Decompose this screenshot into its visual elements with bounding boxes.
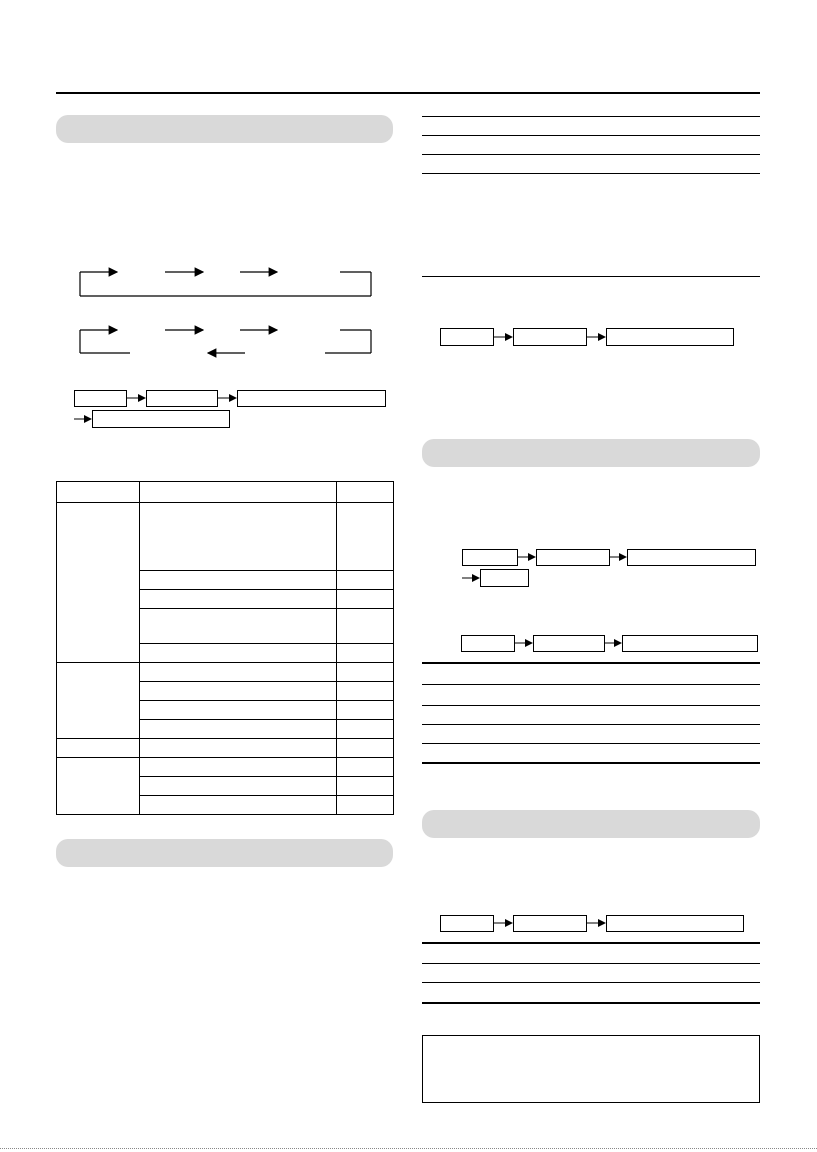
cycle-diagram-2 — [80, 330, 371, 353]
table-cell — [140, 720, 337, 739]
cycle-diagram-1 — [80, 272, 371, 296]
rule — [422, 743, 760, 744]
rule — [422, 154, 760, 155]
table-cell — [140, 739, 337, 758]
flow-box — [513, 328, 587, 346]
table-cell — [337, 609, 394, 644]
flow-box — [627, 549, 756, 566]
table-category — [57, 739, 140, 758]
rule — [422, 276, 760, 277]
table-cell — [337, 777, 394, 796]
table-row — [57, 758, 394, 777]
rule — [422, 705, 760, 706]
flow-box — [622, 635, 758, 652]
rule — [422, 135, 760, 136]
table-cell — [337, 590, 394, 609]
table-cell — [337, 720, 394, 739]
flow-box — [461, 635, 515, 652]
rule — [422, 724, 760, 725]
table-cell — [140, 590, 337, 609]
table-cell — [140, 682, 337, 701]
rule — [422, 942, 760, 944]
flow-box — [440, 915, 494, 932]
table-category — [57, 503, 140, 663]
table-cell — [337, 682, 394, 701]
rule — [422, 982, 760, 983]
table-cell — [337, 739, 394, 758]
flow-box — [440, 328, 494, 346]
table-cell — [140, 503, 337, 571]
rule — [422, 963, 760, 964]
flow-box — [462, 549, 518, 566]
table-header — [337, 482, 394, 503]
table-cell — [140, 796, 337, 815]
flow-box — [513, 915, 587, 932]
rule — [422, 116, 760, 117]
note-box — [422, 1035, 760, 1103]
table-cell — [140, 701, 337, 720]
table-cell — [337, 701, 394, 720]
table-category — [57, 663, 140, 739]
rule — [422, 1002, 760, 1004]
table-cell — [337, 571, 394, 590]
flow-box — [74, 390, 127, 407]
table-cell — [337, 758, 394, 777]
table-header — [57, 482, 140, 503]
rule — [422, 684, 760, 685]
rule — [422, 173, 760, 174]
table-header — [140, 482, 337, 503]
table-cell — [337, 644, 394, 663]
table-row — [57, 663, 394, 682]
section-banner-right-bottom — [422, 810, 760, 838]
table-row — [57, 503, 394, 571]
flow-box — [237, 390, 386, 407]
flow-box — [146, 390, 218, 407]
table-cell — [337, 663, 394, 682]
rule — [422, 662, 760, 664]
section-banner-right-middle — [422, 439, 760, 467]
table-cell — [140, 571, 337, 590]
page-edge-dots — [0, 1148, 817, 1149]
flow-box — [536, 549, 610, 566]
table-cell — [140, 758, 337, 777]
table-cell — [337, 796, 394, 815]
flow-box — [92, 410, 230, 428]
section-banner-left-bottom — [56, 839, 393, 867]
flow-box — [606, 915, 744, 932]
table-category — [57, 758, 140, 815]
flow-box — [606, 328, 734, 346]
table-cell — [140, 777, 337, 796]
rule — [422, 762, 760, 764]
table-cell — [140, 609, 337, 644]
table-header-row — [57, 482, 394, 503]
table-cell — [140, 644, 337, 663]
table-row — [57, 739, 394, 758]
table-cell — [337, 503, 394, 571]
settings-table — [56, 481, 394, 815]
table-cell — [140, 663, 337, 682]
flow-box — [533, 635, 605, 652]
flow-box — [480, 569, 529, 587]
